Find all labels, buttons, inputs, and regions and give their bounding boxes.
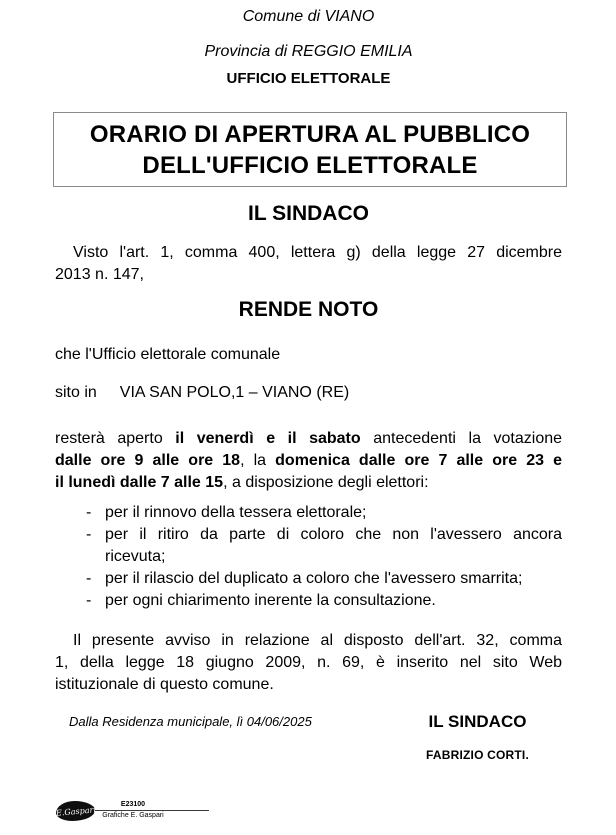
notice-title-line1: ORARIO DI APERTURA AL PUBBLICO [89,121,531,148]
sito-address: VIA SAN POLO,1 – VIANO (RE) [119,384,350,401]
list-item-text: per ogni chiarimento inerente la consultazione. [105,592,436,609]
orari-line2: dalle ore 9 alle ore 18, la domenica dalle ore 7 alle ore 23 e [55,452,562,469]
visto-line1: Visto l'art. 1, comma 400, lettera g) della legge 27 dicembre [73,244,562,261]
signoff-row [55,712,562,762]
notice-title-box [53,112,567,187]
list-item [55,590,562,612]
il-sindaco-heading: IL SINDACO [248,202,369,225]
list-item [55,568,562,590]
printer-logo-blob [56,801,95,821]
dash-marker: - [86,592,92,609]
visto-line2: 2013 n. 147, [55,266,144,283]
printer-name: Grafiche E. Gaspari [102,812,164,819]
comune-title: Comune di VIANO [242,8,375,25]
printer-rule [92,810,209,811]
sito-line [55,382,562,404]
rende-noto-heading: RENDE NOTO [238,298,379,321]
list-item-text-wrap: ricevuta; [105,548,166,565]
signature-block [426,712,529,762]
elettori-list [55,502,562,612]
orari-line3: il lunedì dalle 7 alle 15, a disposizione degli elettori: [55,474,429,491]
printer-logo-text: E.Gaspari [55,804,96,818]
provincia-subtitle: Provincia di REGGIO EMILIA [204,43,413,60]
printer-footer [56,801,209,821]
sindaco-role-label: IL SINDACO [428,712,527,731]
list-item [55,524,562,568]
avviso-line1: Il presente avviso in relazione al disposto dell'art. 32, comma [73,632,562,649]
list-item-text: per il rilascio del duplicato a coloro che l'avessero smarrita; [105,570,523,587]
avviso-line3: istituzionale di questo comune. [55,676,274,693]
list-item-text: per il ritiro da parte di coloro che non l'avessero ancora [105,526,562,543]
sito-label: sito in [55,384,97,401]
che-line: che l'Ufficio elettorale comunale [55,346,281,363]
orari-line1: resterà aperto il venerdì e il sabato antecedenti la votazione [55,430,563,447]
date-place-line: Dalla Residenza municipale, lì 04/06/2025 [69,714,312,729]
notice-title-line2: DELL'UFFICIO ELETTORALE [142,152,478,179]
printer-code: E23100 [120,801,146,808]
dash-marker: - [86,526,92,543]
avviso-line2: 1, della legge 18 giugno 2009, n. 69, è inserito nel sito Web [55,654,562,671]
dash-marker: - [86,504,92,521]
avviso-paragraph [55,630,562,696]
visto-paragraph [55,242,562,286]
sindaco-name: FABRIZIO CORTI. [426,748,529,762]
orari-paragraph [55,428,562,494]
list-item [55,502,562,524]
printer-codes [92,801,209,821]
list-item-text: per il rinnovo della tessera elettorale; [105,504,367,521]
ufficio-label: UFFICIO ELETTORALE [226,70,391,87]
dash-marker: - [86,570,92,587]
